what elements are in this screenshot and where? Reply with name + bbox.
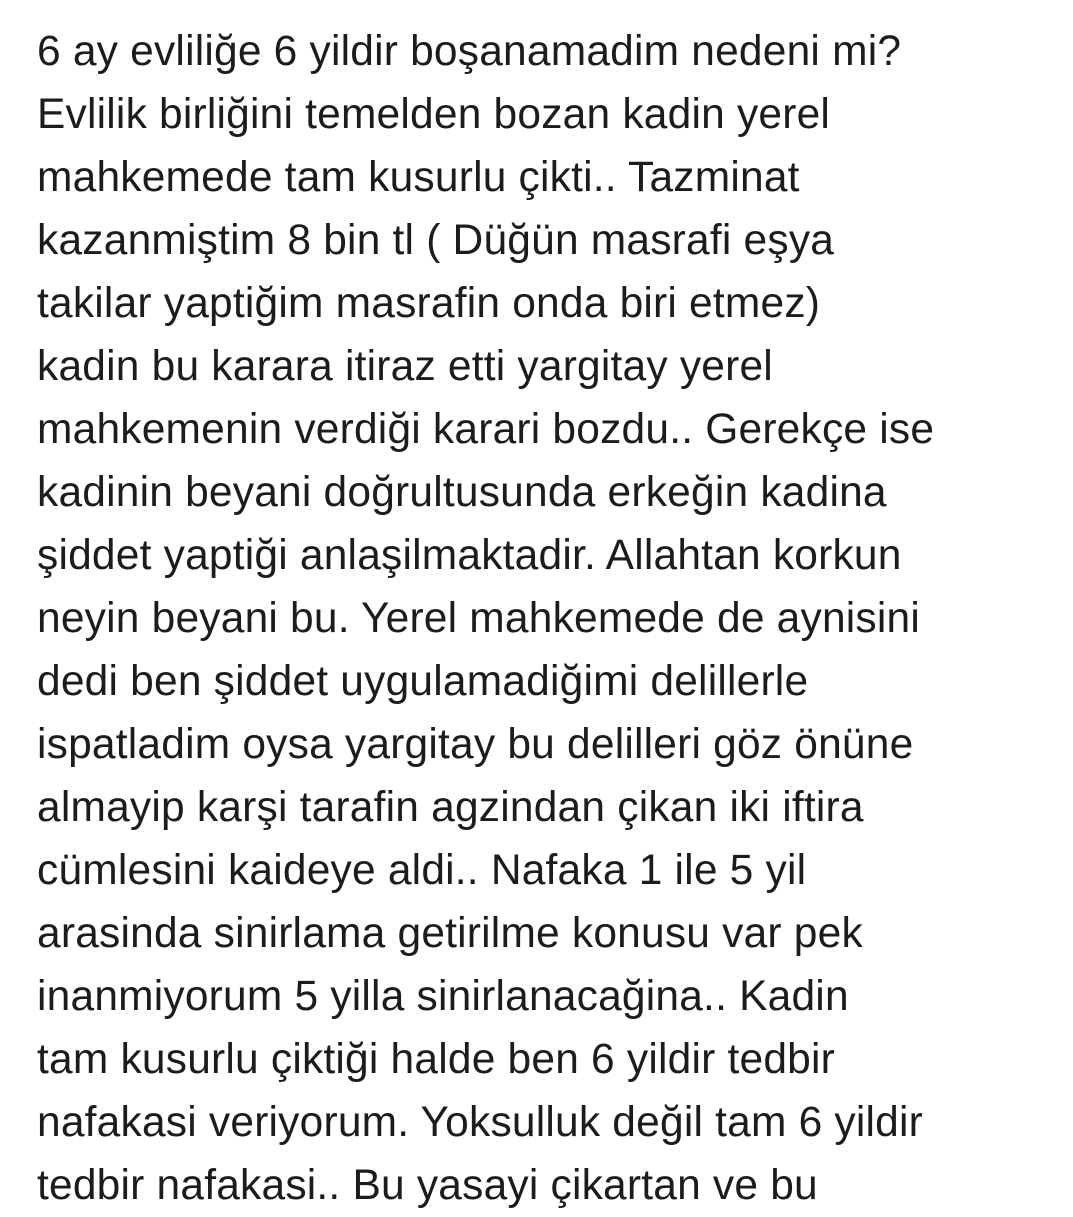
post-text-line: mahkemede tam kusurlu çikti.. Tazminat — [37, 154, 800, 201]
post-text-line: kazanmiştim 8 bin tl ( Düğün masrafi eşya — [37, 217, 835, 264]
post-text-line: şiddet yaptiği anlaşilmaktadir. Allahtan korkun — [37, 532, 902, 579]
post-text-line: tam kusurlu çiktiği halde ben 6 yildir tedbir — [37, 1036, 835, 1083]
post-text-line: mahkemenin verdiği karari bozdu.. Gerekçe ise — [37, 406, 935, 453]
post-text-line: kadinin beyani doğrultusunda erkeğin kadina — [37, 469, 887, 516]
post-text-line: neyin beyani bu. Yerel mahkemede de aynisini — [37, 595, 920, 642]
post-text-line: kadin bu karara itiraz etti yargitay yerel — [37, 343, 773, 390]
post-text-body — [37, 20, 1067, 1217]
post-text-line: takilar yaptiğim masrafin onda biri etmez) — [37, 280, 821, 327]
post-text-line: ispatladim oysa yargitay bu delilleri göz önüne — [37, 721, 914, 768]
post-text-line: Evlilik birliğini temelden bozan kadin yerel — [37, 91, 831, 138]
post-text-line: nafakasi veriyorum. Yoksulluk değil tam 6 yildir — [37, 1099, 923, 1146]
post-text-line: inanmiyorum 5 yilla sinirlanacağina.. Kadin — [37, 973, 849, 1020]
post-text-line: cümlesini kaideye aldi.. Nafaka 1 ile 5 yil — [37, 847, 807, 894]
post-text-line: dedi ben şiddet uygulamadiğimi delillerle — [37, 658, 809, 705]
post-text-line: almayip karşi tarafin agzindan çikan iki iftira — [37, 784, 864, 831]
post-text-line: 6 ay evliliğe 6 yildir boşanamadim nedeni mi? — [37, 28, 902, 75]
post-text-line: tedbir nafakasi.. Bu yasayi çikartan ve bu — [37, 1162, 818, 1209]
post-text-line: arasinda sinirlama getirilme konusu var pek — [37, 910, 863, 957]
